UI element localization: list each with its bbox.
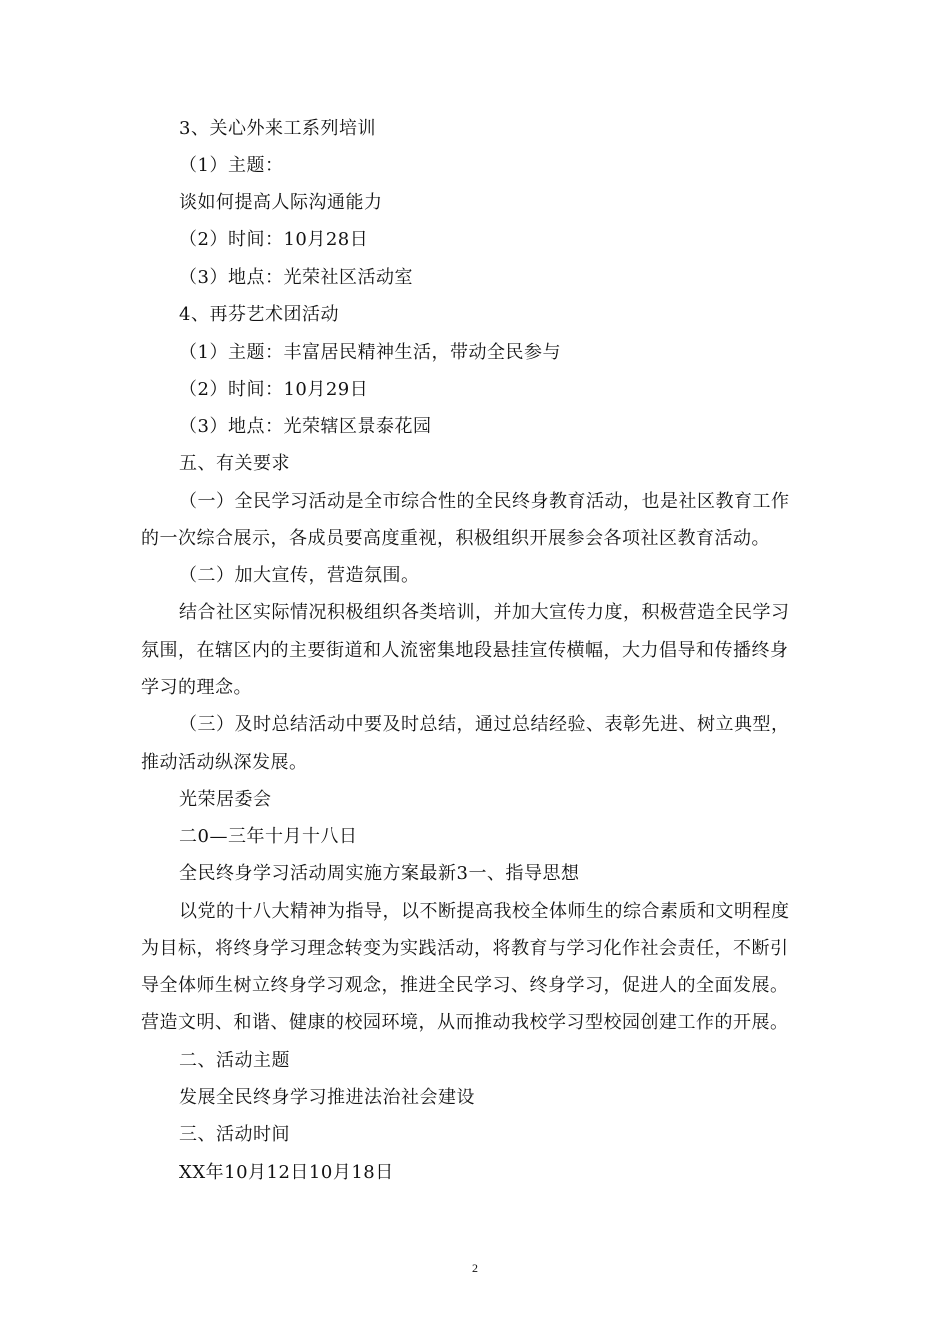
text-line: 结合社区实际情况积极组织各类培训，并加大宣传力度，积极营造全民学习: [179, 602, 790, 623]
text-line: 4、再芬艺术团活动: [179, 304, 339, 325]
text-line: 氛围，在辖区内的主要街道和人流密集地段悬挂宣传横幅，大力倡导和传播终身: [141, 640, 789, 661]
text-line: （2）时间：10月28日: [179, 229, 369, 250]
text-line: （一）全民学习活动是全市综合性的全民终身教育活动，也是社区教育工作: [179, 491, 790, 512]
signature-org: 光荣居委会: [179, 789, 272, 810]
text-line: （1）主题：丰富居民精神生活，带动全民参与: [179, 342, 561, 363]
signature-date: 二0—三年十月十八日: [179, 826, 358, 847]
section-heading: 二、活动主题: [179, 1050, 290, 1071]
text-line: 营造文明、和谐、健康的校园环境，从而推动我校学习型校园创建工作的开展。: [141, 1012, 789, 1033]
text-line: （三）及时总结活动中要及时总结，通过总结经验、表彰先进、树立典型，: [179, 714, 790, 735]
text-line: 的一次综合展示，各成员要高度重视，积极组织开展参会各项社区教育活动。: [141, 528, 770, 549]
text-line: XX年10月12日10月18日: [179, 1162, 394, 1183]
text-line: （1）主题：: [179, 155, 284, 176]
text-line: 发展全民终身学习推进法治社会建设: [179, 1087, 475, 1108]
text-line: （3）地点：光荣辖区景泰花园: [179, 416, 432, 437]
text-line: 学习的理念。: [141, 677, 252, 698]
text-line: 为目标，将终身学习理念转变为实践活动，将教育与学习化作社会责任，不断引: [141, 938, 789, 959]
page-number: 2: [472, 1261, 478, 1275]
text-line: （二）加大宣传，营造氛围。: [179, 565, 420, 586]
section-heading: 三、活动时间: [179, 1124, 290, 1145]
text-line: （2）时间：10月29日: [179, 379, 369, 400]
text-line: 导全体师生树立终身学习观念，推进全民学习、终身学习，促进人的全面发展。: [141, 975, 789, 996]
text-line: 推动活动纵深发展。: [141, 752, 308, 773]
text-line: 以党的十八大精神为指导，以不断提高我校全体师生的综合素质和文明程度: [179, 901, 790, 922]
section-heading: 五、有关要求: [179, 453, 290, 474]
text-line: 3、关心外来工系列培训: [179, 118, 376, 139]
text-line: （3）地点：光荣社区活动室: [179, 267, 413, 288]
section-heading: 全民终身学习活动周实施方案最新3一、指导思想: [179, 863, 580, 884]
text-line: 谈如何提高人际沟通能力: [179, 192, 383, 213]
